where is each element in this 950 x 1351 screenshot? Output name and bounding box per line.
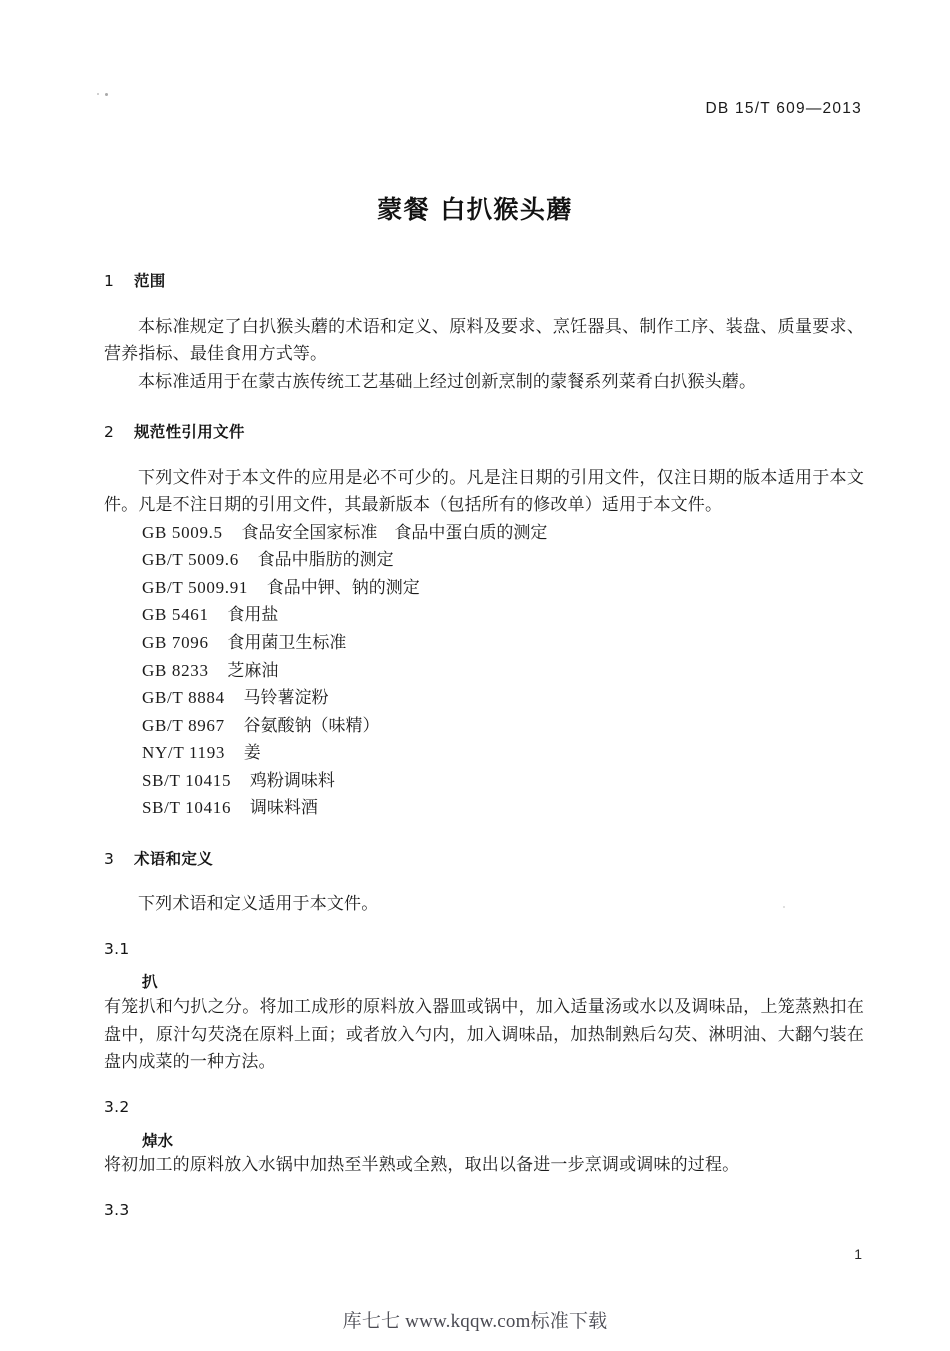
reference-code: GB 5009.5 (142, 522, 223, 542)
reference-title: 调味料酒 (249, 798, 318, 818)
clause-3-paragraph-1: 下列术语和定义适用于本文件。 (138, 894, 379, 914)
spacer (104, 1179, 864, 1201)
reference-code: GB/T 8967 (142, 715, 225, 735)
reference-item-7 (142, 712, 864, 740)
reference-code: NY/T 1193 (142, 743, 226, 763)
clause-1-heading (104, 272, 864, 291)
spacer (104, 918, 864, 940)
reference-code: GB 5461 (142, 605, 209, 625)
clause-1-title: 范围 (134, 272, 166, 290)
reference-title: 食品中钾、钠的测定 (266, 577, 420, 597)
reference-item-9 (142, 767, 864, 795)
subclause-3-2-number: 3.2 (104, 1097, 130, 1116)
scan-speckle (105, 93, 108, 96)
reference-code: GB/T 5009.91 (142, 577, 249, 597)
spacer (104, 395, 864, 423)
reference-item-1 (142, 546, 864, 574)
subclause-3-1-term: 扒 (142, 973, 158, 992)
reference-title: 姜 (243, 743, 261, 763)
reference-title: 鸡粉调味料 (249, 770, 335, 790)
spacer (104, 822, 864, 850)
clause-1-paragraph-2: 本标准适用于在蒙古族传统工艺基础上经过创新烹制的蒙餐系列菜肴白扒猴头蘑。 (138, 371, 757, 391)
document-body (104, 272, 864, 1220)
reference-item-6 (142, 684, 864, 712)
clause-2-paragraph-1: 下列文件对于本文件的应用是必不可少的。凡是注日期的引用文件，仅注日期的版本适用于本文件。凡是不注日期的引用文件，其最新版本（包括所有的修改单）适用于本文件。 (104, 467, 864, 515)
reference-title: 食品中脂肪的测定 (257, 550, 394, 570)
page-number: 1 (854, 1246, 862, 1262)
reference-code: SB/T 10415 (142, 770, 232, 790)
clause-3-number: 3 (104, 849, 115, 868)
reference-code: GB 7096 (142, 632, 209, 652)
subclause-3-2-term: 焯水 (142, 1131, 174, 1150)
spacer (104, 958, 864, 972)
subclause-3-2-definition: 将初加工的原料放入水锅中加热至半熟或全熟，取出以备进一步烹调或调味的过程。 (104, 1155, 740, 1175)
reference-title: 谷氨酸钠（味精） (243, 715, 380, 735)
footer-watermark: 库七七 www.kqqw.com标准下载 (342, 1311, 608, 1332)
subclause-3-1-number: 3.1 (104, 939, 130, 958)
spacer (104, 1076, 864, 1098)
clause-3-title: 术语和定义 (134, 849, 214, 868)
reference-title: 食用菌卫生标准 (227, 632, 347, 652)
reference-code: GB/T 8884 (142, 688, 225, 708)
reference-title: 食品安全国家标准 食品中蛋白质的测定 (241, 522, 548, 542)
reference-code: GB/T 5009.6 (142, 550, 239, 570)
reference-title: 马铃薯淀粉 (243, 688, 329, 708)
clause-2-heading (104, 423, 864, 442)
clause-1-number: 1 (104, 272, 115, 290)
clause-2-title: 规范性引用文件 (134, 423, 245, 442)
reference-code: SB/T 10416 (142, 798, 232, 818)
scan-speckle (97, 93, 99, 95)
standard-number-header: DB 15/T 609—2013 (705, 100, 862, 117)
clause-3-heading (104, 850, 864, 869)
reference-item-3 (142, 601, 864, 629)
reference-code: GB 8233 (142, 660, 209, 680)
reference-item-5 (142, 657, 864, 685)
normative-reference-list (104, 519, 864, 822)
reference-item-8 (142, 739, 864, 767)
spacer (104, 1117, 864, 1131)
reference-item-4 (142, 629, 864, 657)
clause-1-paragraph-1: 本标准规定了白扒猴头蘑的术语和定义、原料及要求、烹饪器具、制作工序、装盘、质量要求、营养指标、最佳食用方式等。 (104, 316, 864, 364)
reference-title: 食用盐 (227, 605, 279, 625)
subclause-3-3-number: 3.3 (104, 1200, 130, 1219)
clause-2-number: 2 (104, 423, 115, 442)
reference-item-0 (142, 519, 864, 547)
spacer (104, 868, 864, 890)
spacer (104, 442, 864, 464)
page-title: 蒙餐 白扒猴头蘑 (377, 195, 573, 224)
reference-item-10 (142, 794, 864, 822)
reference-title: 芝麻油 (227, 660, 279, 680)
spacer (104, 291, 864, 313)
subclause-3-1-definition: 有笼扒和勺扒之分。将加工成形的原料放入器皿或锅中，加入适量汤或水以及调味品，上笼蒸熟扣在盘中，原汁勾芡浇在原料上面；或者放入勺内，加入调味品，加热制熟后勾芡、淋明油、大翻勺装在盘内成菜的一种方法。 (104, 997, 864, 1072)
reference-item-2 (142, 574, 864, 602)
